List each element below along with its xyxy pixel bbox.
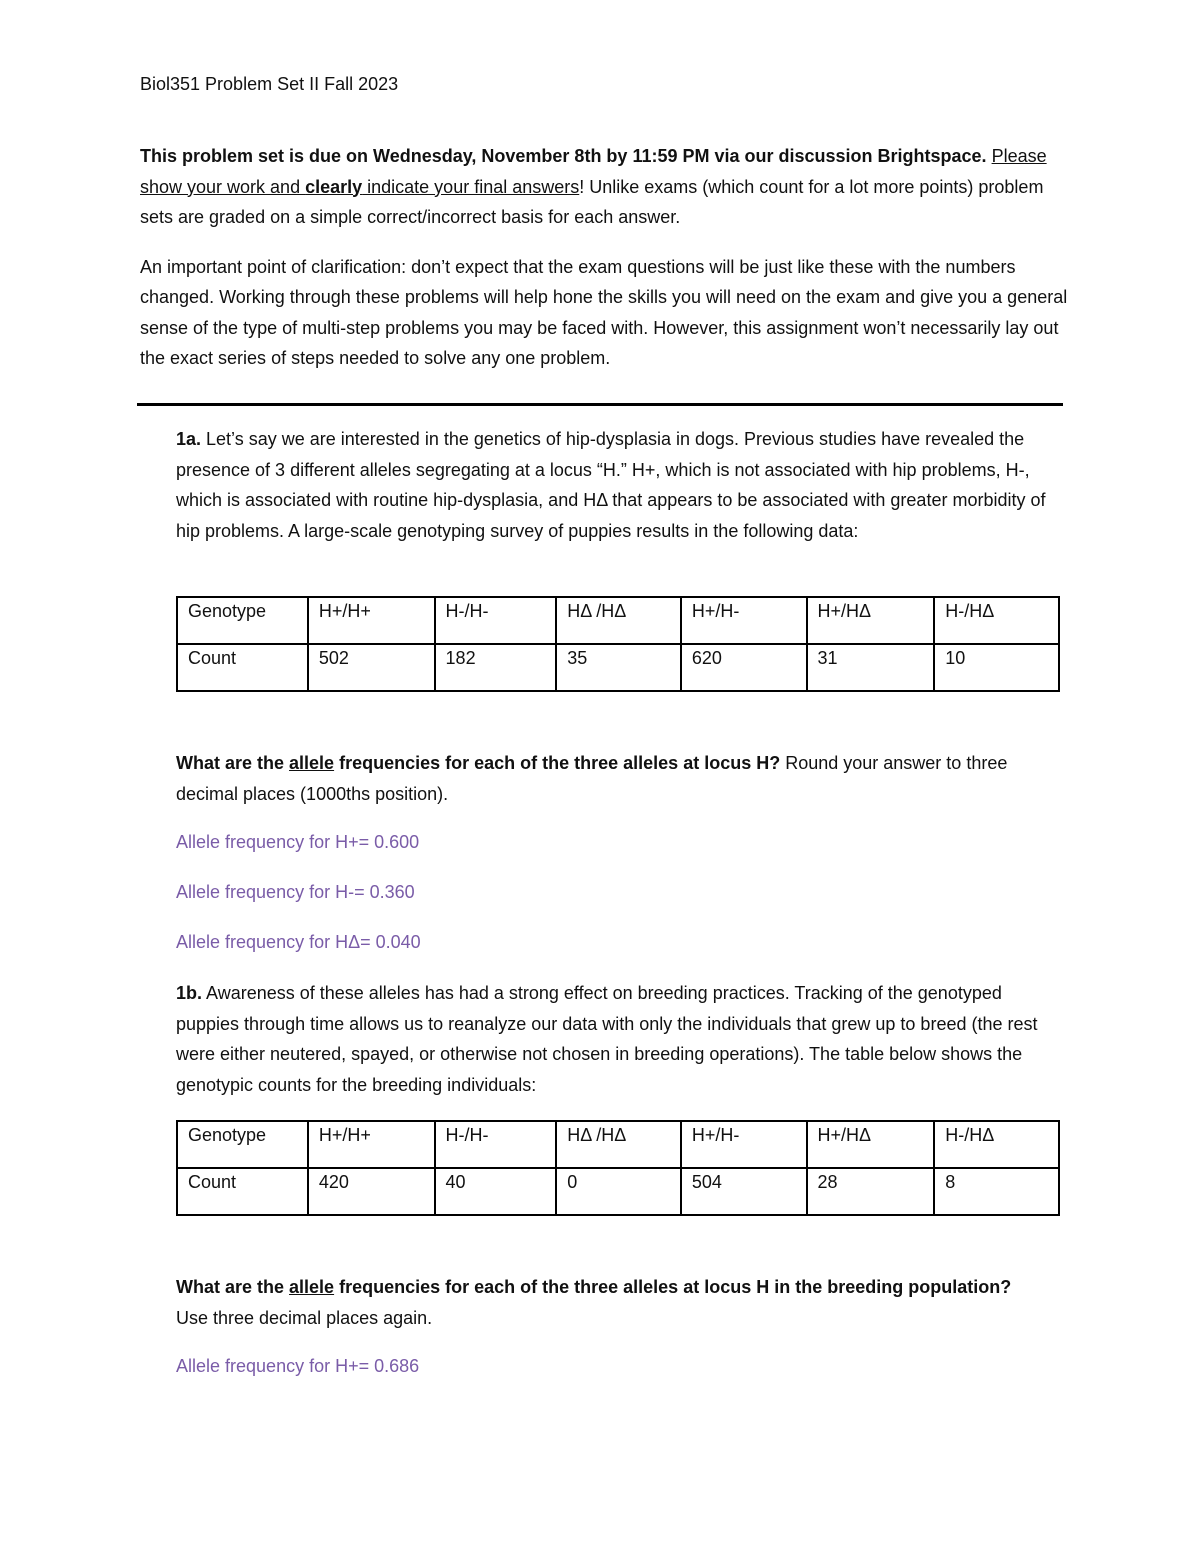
- show-work-clearly: clearly: [305, 176, 363, 197]
- due-date-paragraph: [140, 141, 1070, 233]
- table-cell: 0: [556, 1168, 681, 1215]
- table-cell: 31: [807, 644, 935, 691]
- table-row: [177, 644, 1059, 691]
- table-cell: H-/H-: [435, 1121, 557, 1168]
- table-cell: 28: [807, 1168, 935, 1215]
- table-cell: 504: [681, 1168, 807, 1215]
- table-header-row: [177, 597, 1059, 644]
- question-1a-rest: Round your answer to three decimal places (1000ths position).: [176, 753, 1008, 804]
- table-cell: 40: [435, 1168, 557, 1215]
- answer-1a-h-minus: Allele frequency for H-= 0.360: [176, 882, 415, 902]
- question-1a-question: [176, 748, 1066, 809]
- table-cell: H+/HΔ: [807, 1121, 935, 1168]
- due-date-text: This problem set is due on Wednesday, November 8th by 11:59 PM via our discussion Brightspace.: [140, 146, 987, 166]
- show-work-post: indicate your final answers: [362, 176, 580, 197]
- question-1b-prompt: [176, 978, 1066, 1100]
- genotype-table-1a: [176, 596, 1060, 692]
- table-cell: H+/H-: [681, 1121, 807, 1168]
- table-cell: HΔ /HΔ: [556, 597, 681, 644]
- table-cell: Genotype: [177, 597, 308, 644]
- table-cell: Count: [177, 644, 308, 691]
- grading-note: ! Unlike exams (which count for a lot more points) problem sets are graded on a simple correct/incorrect basis for each answer.: [140, 176, 1044, 227]
- table-cell: Genotype: [177, 1121, 308, 1168]
- answer-1a-h-delta: Allele frequency for HΔ= 0.040: [176, 932, 421, 952]
- table-cell: 420: [308, 1168, 435, 1215]
- table-cell: 8: [934, 1168, 1059, 1215]
- question-1a-allele: allele: [289, 753, 335, 773]
- table-cell: 35: [556, 644, 681, 691]
- question-1a-pre: What are the: [176, 753, 290, 773]
- table-header-row: [177, 1121, 1059, 1168]
- table-cell: HΔ /HΔ: [556, 1121, 681, 1168]
- question-1a-post: frequencies for each of the three alleles at locus H?: [334, 753, 781, 773]
- table-cell: H+/H+: [308, 597, 435, 644]
- show-work-pre: Please show your work and: [140, 146, 1047, 197]
- table-cell: H+/HΔ: [807, 597, 935, 644]
- intro-section: [140, 141, 1070, 393]
- question-1b-rest: Use three decimal places again.: [176, 1307, 433, 1328]
- question-1b-post: frequencies for each of the three alleles at locus H in the breeding population?: [334, 1277, 1012, 1297]
- table-cell: 502: [308, 644, 435, 691]
- answer-1a-h-plus: Allele frequency for H+= 0.600: [176, 832, 420, 852]
- table-cell: 10: [934, 644, 1059, 691]
- table-cell: 182: [435, 644, 557, 691]
- table-cell: H+/H-: [681, 597, 807, 644]
- table-cell: H-/HΔ: [934, 1121, 1059, 1168]
- section-divider: [137, 403, 1063, 406]
- clarification-paragraph: An important point of clarification: don’t expect that the exam questions will be just like these with the numbers changed. Working through these problems will help hone the skills you will need on the exam and give you a general sense of the type of multi-step problems you may be faced with. However, this assignment won’t necessarily lay out the exact series of steps needed to solve any one problem.: [140, 256, 1068, 368]
- question-1b-label: 1b.: [176, 983, 203, 1003]
- question-1b-pre: What are the: [176, 1277, 290, 1297]
- table-cell: H+/H+: [308, 1121, 435, 1168]
- table-cell: H-/H-: [435, 597, 557, 644]
- genotype-table-1b: [176, 1120, 1060, 1216]
- table-cell: Count: [177, 1168, 308, 1215]
- document-header: Biol351 Problem Set II Fall 2023: [140, 74, 399, 94]
- question-1b-allele: allele: [289, 1277, 335, 1297]
- question-1b-question: [176, 1272, 1066, 1333]
- table-row: [177, 1168, 1059, 1215]
- question-1a-label: 1a.: [176, 429, 202, 449]
- table-cell: H-/HΔ: [934, 597, 1059, 644]
- table-cell: 620: [681, 644, 807, 691]
- question-1b-text: Awareness of these alleles has had a strong effect on breeding practices. Tracking of the genotyped puppies through time allows us to reanalyze our data with only the individuals that grew up to breed (the rest were either neutered, spayed, or otherwise not chosen in breeding operations). The table below shows the genotypic counts for the breeding individuals:: [176, 983, 1038, 1095]
- question-1a-text: Let’s say we are interested in the genetics of hip-dysplasia in dogs. Previous studies have revealed the presence of 3 different alleles segregating at a locus “H.” H+, which is not associated with hip problems, H-, which is associated with routine hip-dysplasia, and HΔ that appears to be associated with greater morbidity of hip problems. A large-scale genotyping survey of puppies results in the following data:: [176, 429, 1046, 541]
- question-1a-prompt: [176, 424, 1066, 546]
- answer-1b-h-plus: Allele frequency for H+= 0.686: [176, 1356, 420, 1376]
